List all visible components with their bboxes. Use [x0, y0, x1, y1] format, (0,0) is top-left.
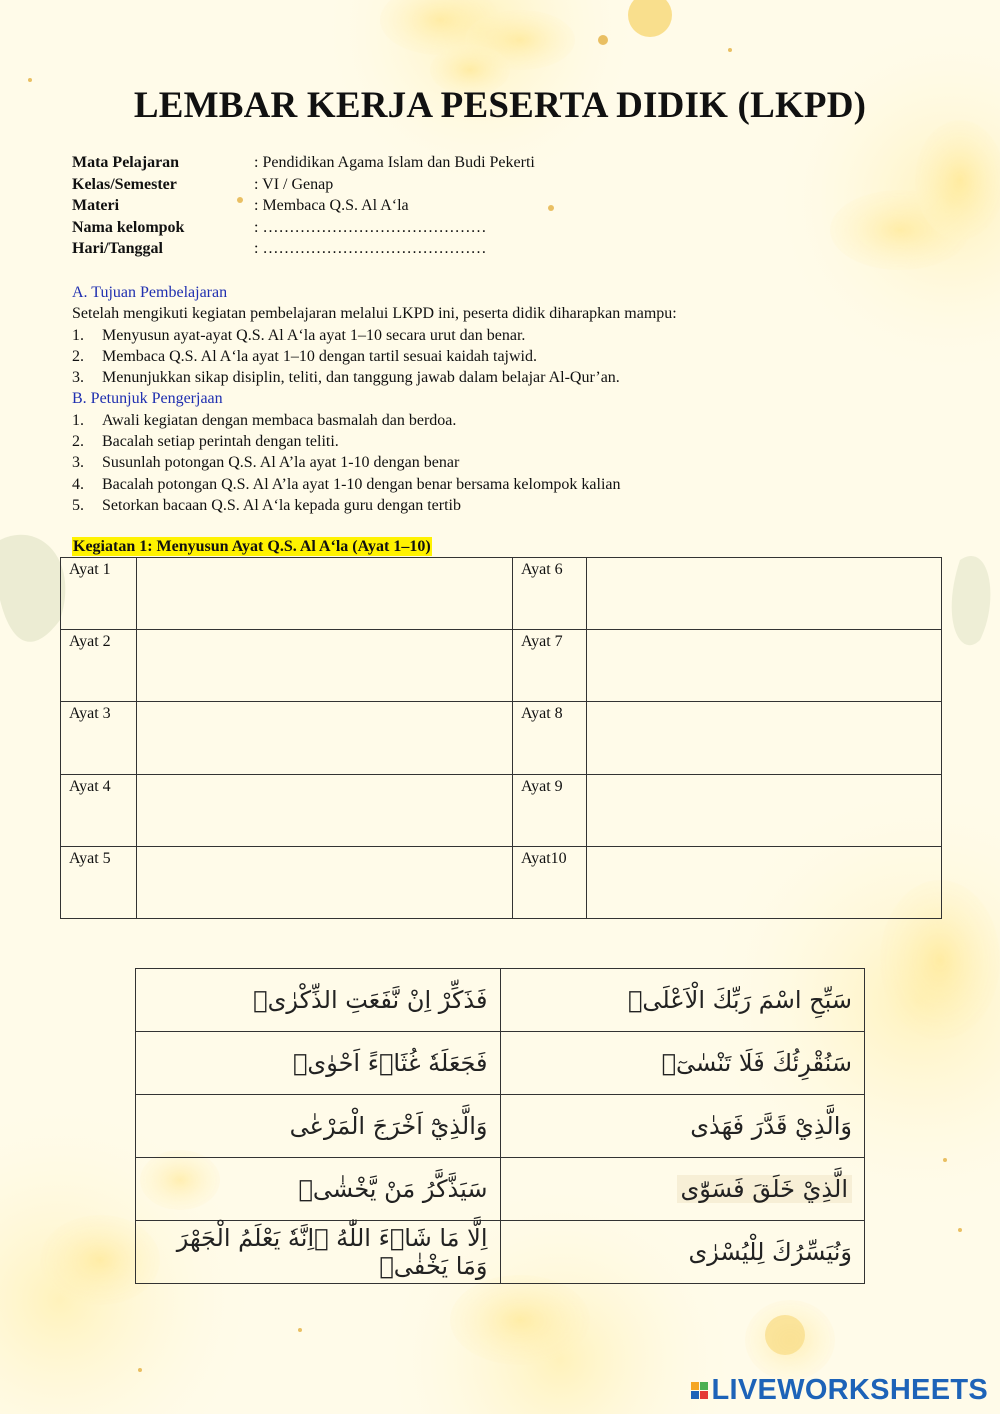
- date-field[interactable]: : ……………………………………: [254, 240, 487, 257]
- objectives-intro: Setelah mengikuti kegiatan pembelajaran melalui LKPD ini, peserta didik diharapkan mampu:: [72, 305, 677, 323]
- list-number: 4.: [72, 475, 84, 493]
- info-value: : VI / Genap: [254, 175, 334, 193]
- ayat-label: Ayat 7: [513, 630, 587, 702]
- list-number: 1.: [72, 326, 84, 344]
- list-text: Setorkan bacaan Q.S. Al A‘la kepada guru dengan tertib: [102, 496, 461, 514]
- logo-square: [691, 1382, 699, 1390]
- ayat-label: Ayat 5: [61, 846, 137, 918]
- ayat-label: Ayat 1: [61, 558, 137, 630]
- ayat-label: Ayat 3: [61, 702, 137, 774]
- logo-square: [700, 1391, 708, 1399]
- ayat-label: Ayat 6: [513, 558, 587, 630]
- info-label: Nama kelompok: [72, 218, 185, 236]
- list-item: [72, 325, 952, 346]
- verse-piece[interactable]: اِلَّا مَا شَاۤءَ اللّٰهُ ۗاِنَّهٗ يَعْلَمُ الْجَهْرَ وَمَا يَخْفٰىۗ: [136, 1221, 501, 1284]
- verse-piece[interactable]: وَالَّذِيْٓ اَخْرَجَ الْمَرْعٰى: [136, 1095, 501, 1158]
- verse-piece[interactable]: سَيَذَّكَّرُ مَنْ يَّخْشٰىۙ: [136, 1158, 501, 1221]
- verse-pieces-table: [135, 968, 865, 1284]
- info-row-group-name: [72, 217, 535, 239]
- list-text: Menyusun ayat-ayat Q.S. Al A‘la ayat 1–10 secara urut dan benar.: [102, 326, 526, 344]
- drop-slot-ayat-9[interactable]: [587, 774, 942, 846]
- list-item: [72, 410, 952, 431]
- drop-slot-ayat-2[interactable]: [137, 630, 513, 702]
- drop-slot-ayat-5[interactable]: [137, 846, 513, 918]
- identity-block: [72, 152, 535, 260]
- list-item: [72, 431, 952, 452]
- ayat-label: Ayat 8: [513, 702, 587, 774]
- drop-slot-ayat-6[interactable]: [587, 558, 942, 630]
- table-row: [136, 969, 865, 1032]
- list-number: 3.: [72, 369, 84, 387]
- table-row: [61, 702, 942, 774]
- verse-piece[interactable]: سَبِّحِ اسْمَ رَبِّكَ الْاَعْلَىۙ: [500, 969, 865, 1032]
- verse-piece[interactable]: وَالَّذِيْ قَدَّرَ فَهَدٰى: [500, 1095, 865, 1158]
- objectives-heading: A. Tujuan Pembelajaran: [72, 284, 228, 301]
- info-label: Materi: [72, 197, 120, 214]
- verse-piece[interactable]: فَجَعَلَهٗ غُثَاۤءً اَحْوٰىۗ: [136, 1032, 501, 1095]
- brand-name: LIVEWORKSHEETS: [711, 1374, 988, 1406]
- list-text: Bacalah potongan Q.S. Al A’la ayat 1-10 dengan benar bersama kelompok kalian: [102, 475, 621, 493]
- info-row-date: [72, 238, 535, 260]
- page-title: LEMBAR KERJA PESERTA DIDIK (LKPD): [133, 85, 867, 126]
- info-value: : Membaca Q.S. Al A‘la: [254, 197, 409, 214]
- info-label: Mata Pelajaran: [72, 154, 180, 171]
- drop-slot-ayat-3[interactable]: [137, 702, 513, 774]
- list-item: [72, 495, 952, 516]
- logo-square: [700, 1382, 708, 1390]
- logo-icon: [691, 1382, 708, 1399]
- ayat-label: Ayat 4: [61, 774, 137, 846]
- ayat-label: Ayat 2: [61, 630, 137, 702]
- info-label: Hari/Tanggal: [72, 240, 163, 257]
- table-row: [61, 558, 942, 630]
- info-row-subject: [72, 152, 535, 174]
- ayat-label: Ayat10: [513, 846, 587, 918]
- logo-square: [691, 1391, 699, 1399]
- info-row-class: [72, 174, 535, 196]
- list-item: [72, 367, 952, 388]
- list-number: 2.: [72, 433, 84, 451]
- list-text: Susunlah potongan Q.S. Al A’la ayat 1-10 dengan benar: [102, 454, 460, 472]
- verse-piece[interactable]: [500, 1158, 865, 1221]
- learning-objectives: [72, 282, 952, 516]
- drop-slot-ayat-10[interactable]: [587, 846, 942, 918]
- list-item: [72, 452, 952, 473]
- info-row-material: [72, 195, 535, 217]
- info-value: : Pendidikan Agama Islam dan Budi Pekerti: [254, 154, 535, 171]
- table-row: [136, 1221, 865, 1284]
- drop-slot-ayat-4[interactable]: [137, 774, 513, 846]
- list-text: Bacalah setiap perintah dengan teliti.: [102, 433, 339, 451]
- ayat-answer-table: [60, 557, 942, 919]
- group-name-field[interactable]: : ……………………………………: [254, 218, 487, 236]
- list-text: Membaca Q.S. Al A‘la ayat 1–10 dengan tartil sesuai kaidah tajwid.: [102, 347, 537, 365]
- verse-piece[interactable]: فَذَكِّرْ اِنْ نَّفَعَتِ الذِّكْرٰىۗ: [136, 969, 501, 1032]
- instructions-heading: B. Petunjuk Pengerjaan: [72, 390, 223, 408]
- table-row: [61, 846, 942, 918]
- table-row: [136, 1095, 865, 1158]
- info-label: Kelas/Semester: [72, 175, 177, 193]
- list-text: Awali kegiatan dengan membaca basmalah dan berdoa.: [102, 411, 457, 429]
- liveworksheets-logo[interactable]: [691, 1374, 989, 1407]
- ayat-label: Ayat 9: [513, 774, 587, 846]
- list-text: Menunjukkan sikap disiplin, teliti, dan tanggung jawab dalam belajar Al-Qur’an.: [102, 369, 620, 387]
- activity-label: Kegiatan 1: Menyusun Ayat Q.S. Al A‘la (Ayat 1–10): [73, 538, 431, 555]
- verse-piece[interactable]: سَنُقْرِئُكَ فَلَا تَنْسٰىٓۙ: [500, 1032, 865, 1095]
- list-number: 5.: [72, 496, 84, 514]
- drop-slot-ayat-8[interactable]: [587, 702, 942, 774]
- list-item: [72, 346, 952, 367]
- list-number: 2.: [72, 347, 84, 365]
- verse-piece-highlight: الَّذِيْ خَلَقَ فَسَوّٰى: [677, 1175, 852, 1203]
- drop-slot-ayat-7[interactable]: [587, 630, 942, 702]
- table-row: [61, 774, 942, 846]
- list-number: 1.: [72, 411, 84, 429]
- table-row: [61, 630, 942, 702]
- table-row: [136, 1158, 865, 1221]
- table-row: [136, 1032, 865, 1095]
- list-number: 3.: [72, 454, 84, 472]
- drop-slot-ayat-1[interactable]: [137, 558, 513, 630]
- verse-piece[interactable]: وَنُيَسِّرُكَ لِلْيُسْرٰى: [500, 1221, 865, 1284]
- list-item: [72, 474, 952, 495]
